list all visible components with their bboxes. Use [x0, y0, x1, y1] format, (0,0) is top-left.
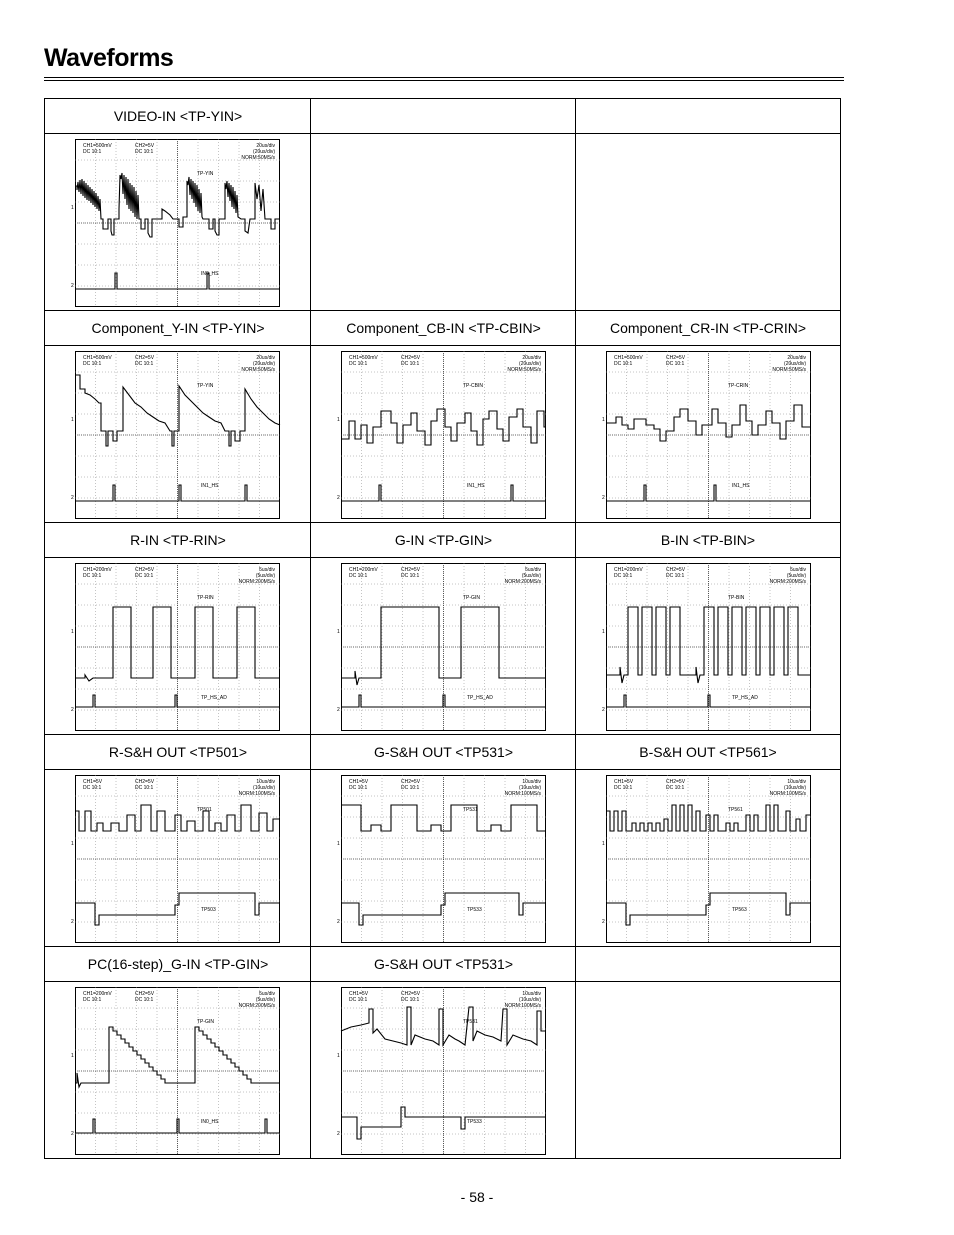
channel2-marker: 2: [71, 283, 74, 289]
channel1-setting: CH1=200mV: [349, 567, 378, 573]
column-divider: [310, 134, 311, 310]
channel2-coupling: DC 10:1: [135, 573, 154, 579]
oscilloscope-screen: [337, 775, 546, 943]
trace1-label: TP-CRIN: [728, 383, 749, 389]
timebase-delay: (5us/div): [521, 573, 541, 579]
waveform-label: Component_CB-IN <TP-CBIN>: [346, 320, 541, 336]
channel2-setting: CH2=5V: [666, 567, 686, 573]
column-divider: [575, 346, 576, 522]
timebase-delay: (10us/div): [253, 785, 275, 791]
oscilloscope-capture: [602, 351, 811, 519]
channel2-setting: CH2=5V: [401, 991, 421, 997]
column-divider: [575, 558, 576, 734]
channel2-setting: CH2=5V: [401, 567, 421, 573]
row-body: [45, 134, 840, 311]
oscilloscope-screen: [602, 775, 811, 943]
timebase: 10us/div: [522, 991, 541, 997]
channel1-setting: CH1=200mV: [83, 991, 112, 997]
channel1-marker: 1: [71, 417, 74, 423]
channel2-coupling: DC 10:1: [135, 997, 154, 1003]
trace2-label: IN0_HS: [201, 271, 219, 277]
channel1-coupling: DC 10:1: [83, 997, 102, 1003]
row-body: [45, 346, 840, 523]
channel2-coupling: DC 10:1: [401, 573, 420, 579]
channel1-coupling: DC 10:1: [83, 573, 102, 579]
timebase: 20us/div: [787, 355, 806, 361]
channel2-marker: 2: [337, 919, 340, 925]
trace2-label: TP563: [732, 907, 747, 913]
trace1-label: TP-YIN: [197, 383, 214, 389]
oscilloscope-screen: [602, 563, 811, 731]
trace1-label: TP561: [728, 807, 743, 813]
channel2-coupling: DC 10:1: [666, 785, 685, 791]
oscilloscope-capture: [602, 775, 811, 943]
page-number: - 58 -: [460, 1189, 494, 1205]
channel1-marker: 1: [602, 417, 605, 423]
timebase-delay: (20us/div): [253, 361, 275, 367]
timebase-delay: (20us/div): [784, 361, 806, 367]
channel2-setting: CH2=5V: [135, 143, 155, 149]
trace2-label: TP_HS_AD: [467, 695, 493, 701]
trace1-label: TP531: [463, 1019, 478, 1025]
oscilloscope-capture: [337, 563, 546, 731]
channel1-coupling: DC 10:1: [614, 573, 633, 579]
trace2-label: TP533: [467, 907, 482, 913]
column-divider: [310, 947, 311, 981]
waveform-table: [44, 98, 841, 1159]
oscilloscope-screen: [337, 563, 546, 731]
sample-rate: NORM:50MS/s: [241, 155, 275, 161]
channel1-setting: CH1=500mV: [614, 355, 643, 361]
timebase: 5us/div: [259, 567, 275, 573]
trace1-label: TP-YIN: [197, 171, 214, 177]
timebase: 20us/div: [256, 355, 275, 361]
channel1-marker: 1: [337, 841, 340, 847]
trace1-label: TP501: [197, 807, 212, 813]
column-divider: [310, 770, 311, 946]
title-rule-bottom: [44, 80, 844, 81]
channel2-marker: 2: [71, 707, 74, 713]
waveform-label: PC(16-step)_G-IN <TP-GIN>: [87, 956, 269, 972]
channel1-marker: 1: [71, 841, 74, 847]
title-rule-top: [44, 77, 844, 78]
channel2-setting: CH2=5V: [135, 567, 155, 573]
oscilloscope-capture: [71, 351, 280, 519]
column-divider: [310, 99, 311, 133]
channel1-setting: CH1=5V: [349, 991, 369, 997]
waveform-label: G-S&H OUT <TP531>: [373, 956, 513, 972]
trace2-label: IN1_HS: [201, 483, 219, 489]
trace2-label: TP_HS_AD: [732, 695, 758, 701]
column-divider: [310, 346, 311, 522]
channel2-coupling: DC 10:1: [135, 149, 154, 155]
timebase-delay: (20us/div): [519, 361, 541, 367]
channel1-marker: 1: [71, 205, 74, 211]
oscilloscope-capture: [602, 563, 811, 731]
timebase-delay: (10us/div): [784, 785, 806, 791]
timebase-delay: (10us/div): [519, 997, 541, 1003]
timebase: 10us/div: [522, 779, 541, 785]
channel1-setting: CH1=200mV: [614, 567, 643, 573]
timebase: 10us/div: [256, 779, 275, 785]
channel1-marker: 1: [602, 629, 605, 635]
oscilloscope-capture: [337, 775, 546, 943]
column-divider: [575, 735, 576, 769]
row-body: [45, 770, 840, 947]
channel2-coupling: DC 10:1: [666, 361, 685, 367]
trace2-label: IN1_HS: [467, 483, 485, 489]
channel1-marker: 1: [337, 417, 340, 423]
oscilloscope-screen: [71, 775, 280, 943]
timebase: 5us/div: [259, 991, 275, 997]
sample-rate: NORM:200MS/s: [238, 579, 275, 585]
trace1-label: TP-GIN: [463, 595, 480, 601]
column-divider: [310, 982, 311, 1159]
oscilloscope-capture: [71, 775, 280, 943]
waveform-label: G-S&H OUT <TP531>: [373, 744, 513, 760]
channel1-coupling: DC 10:1: [83, 149, 102, 155]
sample-rate: NORM:200MS/s: [769, 579, 806, 585]
oscilloscope-screen: [71, 563, 280, 731]
trace2-label: IN1_HS: [732, 483, 750, 489]
channel2-marker: 2: [71, 1131, 74, 1137]
row-header: [45, 99, 840, 134]
trace2-label: IN0_HS: [201, 1119, 219, 1125]
channel1-coupling: DC 10:1: [349, 997, 368, 1003]
channel2-marker: 2: [337, 707, 340, 713]
channel1-setting: CH1=500mV: [349, 355, 378, 361]
channel1-setting: CH1=5V: [349, 779, 369, 785]
waveform-label: R-IN <TP-RIN>: [130, 532, 226, 548]
column-divider: [575, 99, 576, 133]
oscilloscope-screen: [71, 139, 280, 307]
channel2-setting: CH2=5V: [401, 355, 421, 361]
waveform-label: G-IN <TP-GIN>: [394, 532, 493, 548]
row-header: [45, 735, 840, 770]
timebase: 5us/div: [790, 567, 806, 573]
channel1-coupling: DC 10:1: [83, 361, 102, 367]
timebase: 20us/div: [522, 355, 541, 361]
sample-rate: NORM:100MS/s: [769, 791, 806, 797]
trace2-label: TP533: [467, 1119, 482, 1125]
channel2-coupling: DC 10:1: [401, 361, 420, 367]
channel2-coupling: DC 10:1: [401, 997, 420, 1003]
column-divider: [575, 134, 576, 310]
column-divider: [575, 770, 576, 946]
channel2-marker: 2: [337, 495, 340, 501]
channel2-setting: CH2=5V: [401, 779, 421, 785]
sample-rate: NORM:50MS/s: [507, 367, 541, 373]
oscilloscope-screen: [71, 987, 280, 1155]
channel2-coupling: DC 10:1: [135, 361, 154, 367]
waveform-label: B-S&H OUT <TP561>: [639, 744, 777, 760]
waveform-label: VIDEO-IN <TP-YIN>: [113, 108, 243, 124]
channel2-marker: 2: [337, 1131, 340, 1137]
oscilloscope-capture: [71, 139, 280, 307]
trace2-label: TP503: [201, 907, 216, 913]
oscilloscope-screen: [337, 987, 546, 1155]
sample-rate: NORM:200MS/s: [238, 1003, 275, 1009]
timebase-delay: (5us/div): [786, 573, 806, 579]
trace1-label: TP531: [463, 807, 478, 813]
waveform-label: R-S&H OUT <TP501>: [108, 744, 248, 760]
row-body: [45, 982, 840, 1159]
channel2-marker: 2: [602, 919, 605, 925]
oscilloscope-capture: [71, 987, 280, 1155]
oscilloscope-screen: [71, 351, 280, 519]
waveform-label: Component_Y-IN <TP-YIN>: [91, 320, 265, 336]
column-divider: [310, 558, 311, 734]
trace1-label: TP-GIN: [197, 1019, 214, 1025]
waveform-label: Component_CR-IN <TP-CRIN>: [609, 320, 807, 336]
oscilloscope-screen: [337, 351, 546, 519]
waveform-label: B-IN <TP-BIN>: [660, 532, 756, 548]
oscilloscope-capture: [337, 351, 546, 519]
column-divider: [310, 735, 311, 769]
channel1-marker: 1: [602, 841, 605, 847]
channel2-setting: CH2=5V: [666, 779, 686, 785]
trace1-label: TP-BIN: [728, 595, 745, 601]
channel1-setting: CH1=200mV: [83, 567, 112, 573]
timebase-delay: (5us/div): [255, 997, 275, 1003]
channel2-coupling: DC 10:1: [401, 785, 420, 791]
row-header: [45, 311, 840, 346]
row-body: [45, 558, 840, 735]
oscilloscope-screen: [602, 351, 811, 519]
row-header: [45, 947, 840, 982]
channel1-coupling: DC 10:1: [349, 785, 368, 791]
trace1-label: TP-RIN: [197, 595, 214, 601]
timebase: 5us/div: [525, 567, 541, 573]
channel2-coupling: DC 10:1: [135, 785, 154, 791]
channel1-marker: 1: [71, 629, 74, 635]
timebase-delay: (20us/div): [253, 149, 275, 155]
trace2-label: TP_HS_AD: [201, 695, 227, 701]
waveform-label: [576, 99, 840, 133]
column-divider: [310, 523, 311, 557]
sample-rate: NORM:100MS/s: [504, 791, 541, 797]
channel2-setting: CH2=5V: [135, 991, 155, 997]
waveform-label: [576, 947, 840, 981]
channel1-setting: CH1=5V: [83, 779, 103, 785]
sample-rate: NORM:100MS/s: [238, 791, 275, 797]
channel1-coupling: DC 10:1: [83, 785, 102, 791]
channel1-coupling: DC 10:1: [349, 361, 368, 367]
channel2-setting: CH2=5V: [135, 779, 155, 785]
timebase-delay: (5us/div): [255, 573, 275, 579]
channel2-marker: 2: [602, 707, 605, 713]
channel2-coupling: DC 10:1: [666, 573, 685, 579]
column-divider: [575, 947, 576, 981]
row-header: [45, 523, 840, 558]
column-divider: [575, 982, 576, 1159]
sample-rate: NORM:100MS/s: [504, 1003, 541, 1009]
oscilloscope-capture: [71, 563, 280, 731]
channel2-marker: 2: [71, 919, 74, 925]
trace1-label: TP-CBIN: [463, 383, 483, 389]
timebase-delay: (10us/div): [519, 785, 541, 791]
sample-rate: NORM:200MS/s: [504, 579, 541, 585]
channel2-setting: CH2=5V: [135, 355, 155, 361]
channel1-marker: 1: [337, 1053, 340, 1059]
channel1-setting: CH1=500mV: [83, 355, 112, 361]
channel2-setting: CH2=5V: [666, 355, 686, 361]
column-divider: [575, 523, 576, 557]
channel1-coupling: DC 10:1: [614, 361, 633, 367]
channel1-coupling: DC 10:1: [614, 785, 633, 791]
channel2-marker: 2: [71, 495, 74, 501]
oscilloscope-capture: [337, 987, 546, 1155]
timebase: 20us/div: [256, 143, 275, 149]
waveform-label: [311, 99, 576, 133]
sample-rate: NORM:50MS/s: [772, 367, 806, 373]
channel1-setting: CH1=5V: [614, 779, 634, 785]
page-title: Waveforms: [44, 44, 174, 72]
channel2-marker: 2: [602, 495, 605, 501]
channel1-setting: CH1=500mV: [83, 143, 112, 149]
column-divider: [310, 311, 311, 345]
column-divider: [575, 311, 576, 345]
channel1-coupling: DC 10:1: [349, 573, 368, 579]
timebase: 10us/div: [787, 779, 806, 785]
sample-rate: NORM:50MS/s: [241, 367, 275, 373]
channel1-marker: 1: [337, 629, 340, 635]
channel1-marker: 1: [71, 1053, 74, 1059]
